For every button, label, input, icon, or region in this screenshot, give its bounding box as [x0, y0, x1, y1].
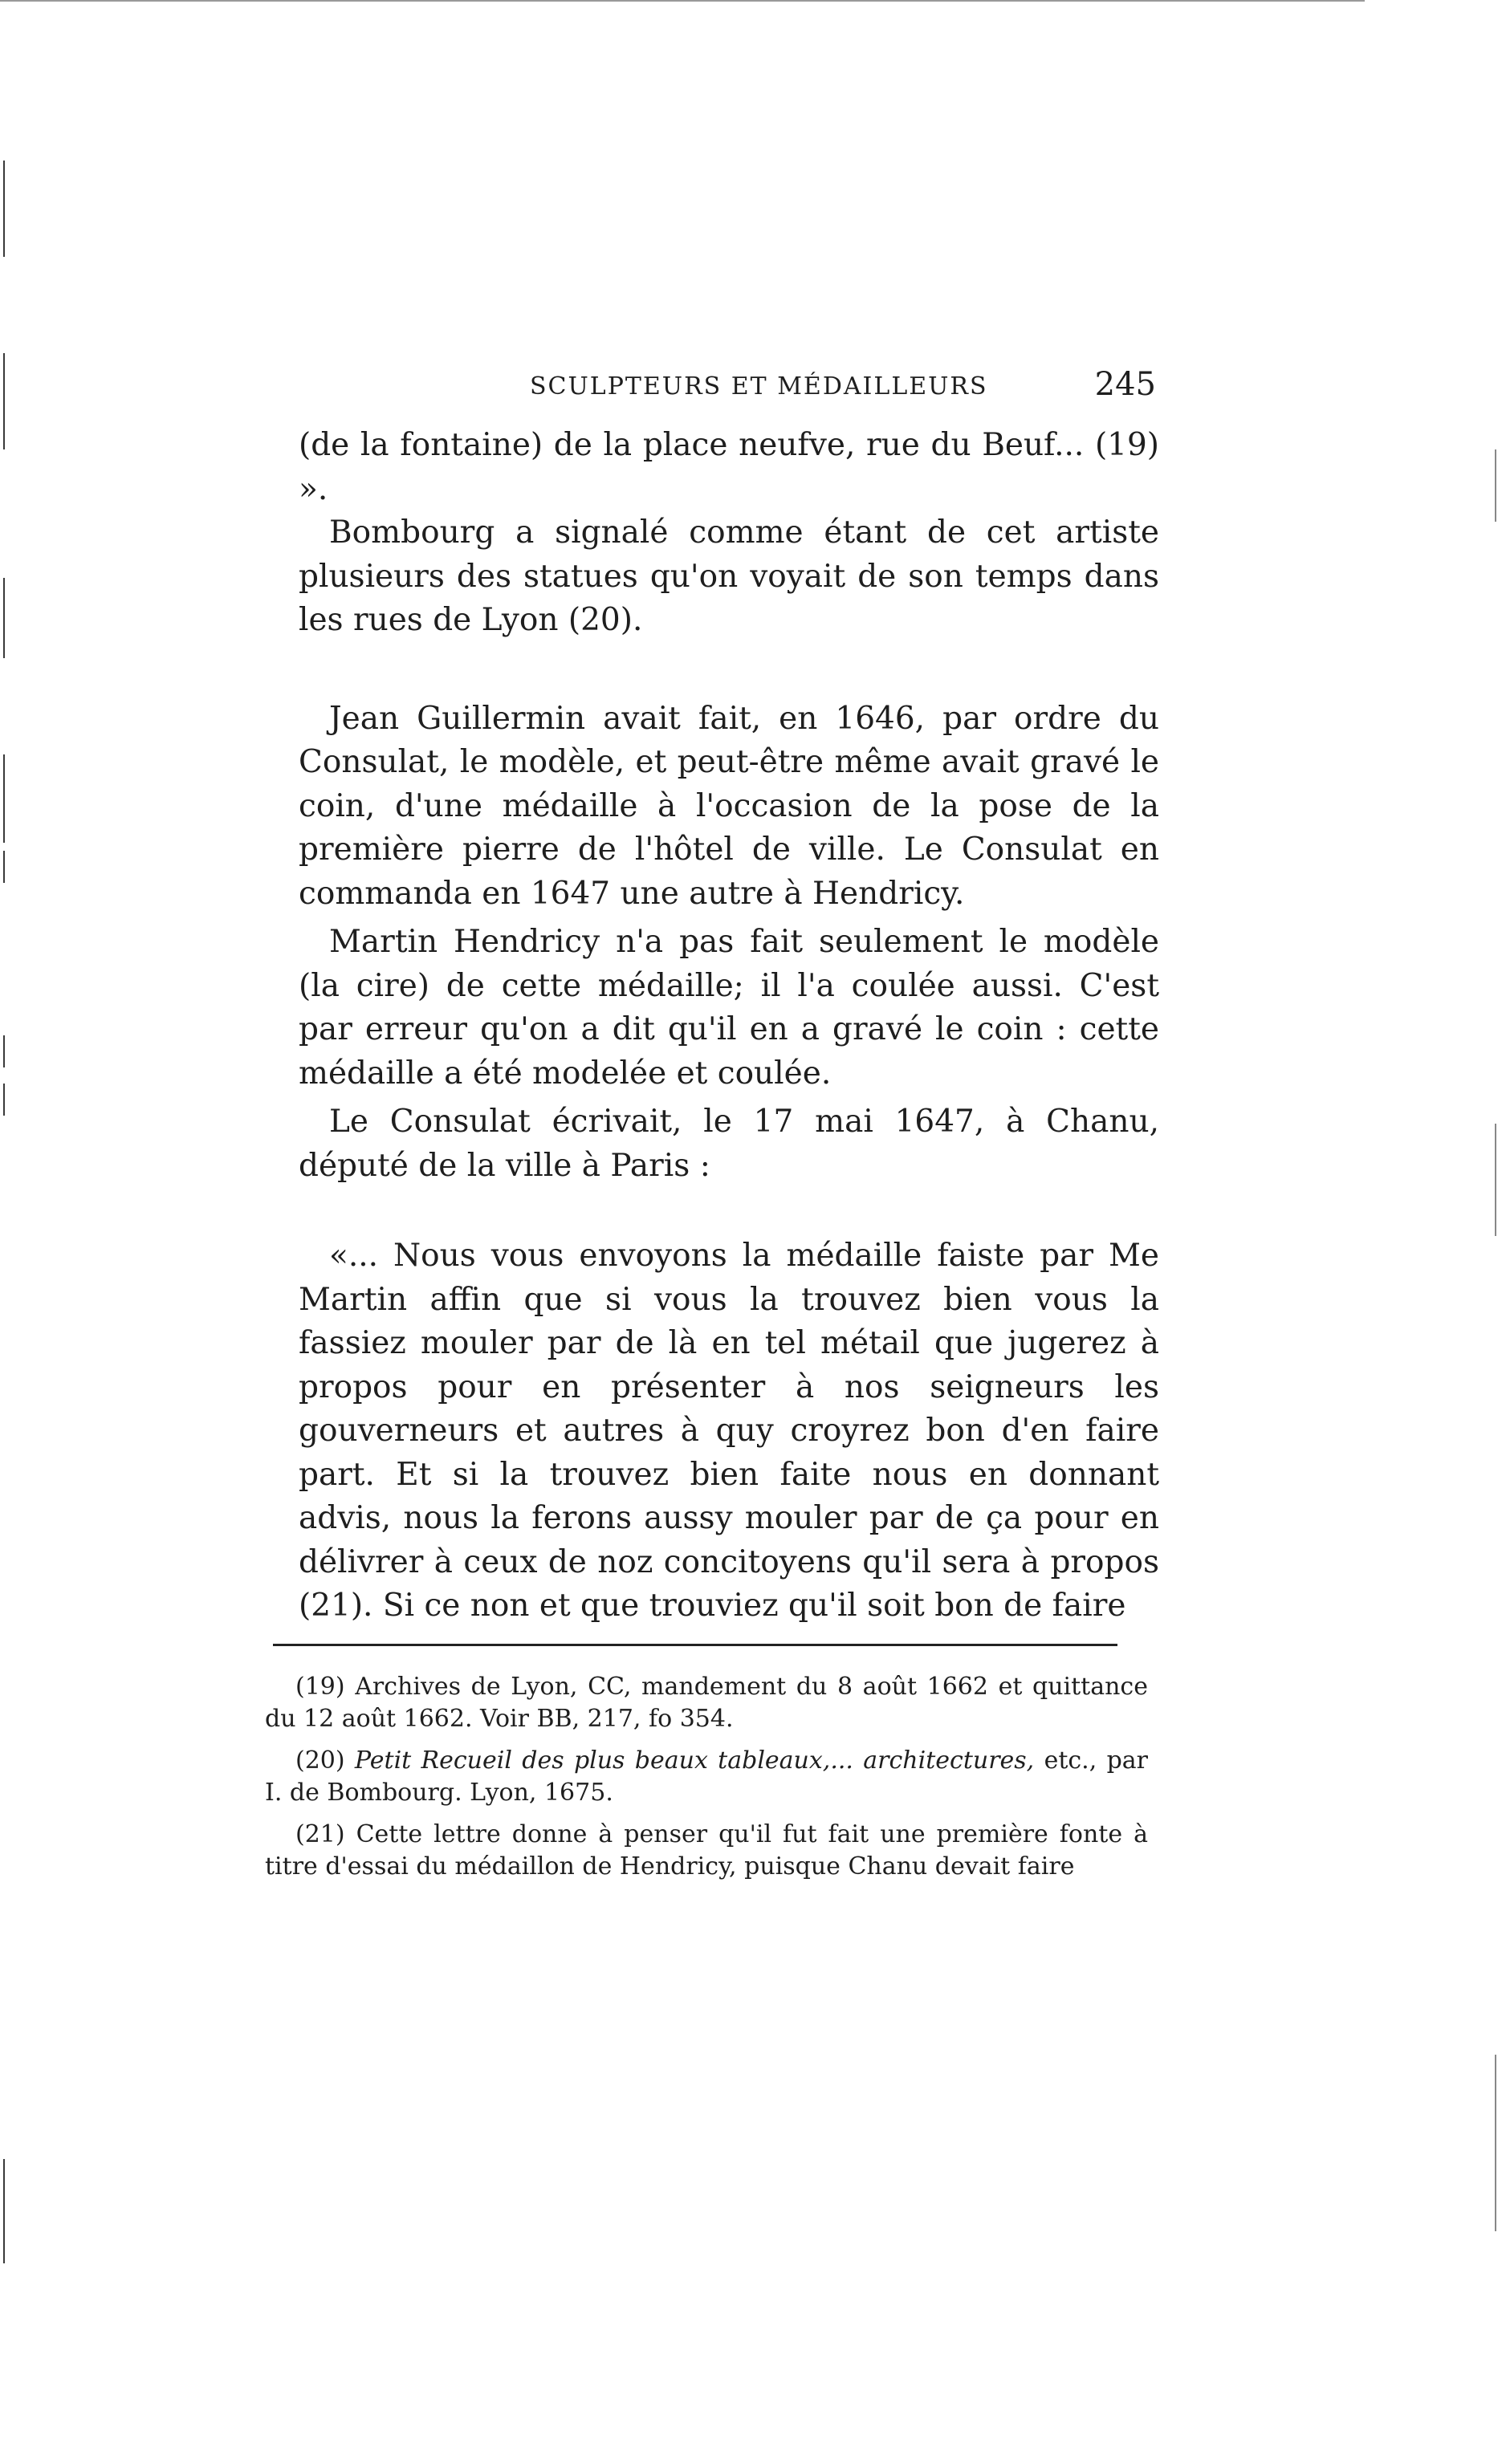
main-text	[299, 424, 1159, 1628]
scan-margin-line	[3, 578, 5, 658]
quoted-letter: «... Nous vous envoyons la médaille faiste par Me Martin affin que si vous la trouvez bien vous la fassiez mouler par de là en tel métail que jugerez à propos pour en présenter à nos seigneurs les gouverneurs et autres à quy croyrez bon d'en faire part. Et si la trouvez bien faite nous en donnant advis, nous la ferons aussy mouler par de ça pour en délivrer à ceux de noz concitoyens qu'il sera à propos (21). Si ce non et que trouviez qu'il soit bon de faire	[299, 1238, 1159, 1624]
running-head: SCULPTEURS ET MÉDAILLEURS	[530, 372, 988, 401]
scan-margin-line	[3, 161, 5, 257]
scan-margin-line	[1495, 449, 1496, 522]
paragraph-gap	[299, 643, 1159, 697]
scan-margin-line	[3, 353, 5, 449]
page-header	[289, 366, 1156, 414]
footnote-21: (21) Cette lettre donne à penser qu'il fut fait une première fonte à titre d'essai du médaillon de Hendricy, puisque Chanu devait faire	[265, 1820, 1148, 1881]
paragraph: Jean Guillermin avait fait, en 1646, par ordre du Consulat, le modèle, et peut-être même avait gravé le coin, d'une médaille à l'occasion de la pose de la première pierre de l'hôtel de ville. Le Consulat en commanda en 1647 une autre à Hendricy.	[299, 700, 1159, 912]
footnote-20-number: (20)	[295, 1746, 345, 1775]
page-number: 245	[1094, 366, 1156, 403]
scan-margin-line	[3, 1084, 5, 1116]
footnotes	[265, 1671, 1148, 1893]
paragraph: Le Consulat écrivait, le 17 mai 1647, à Chanu, député de la ville à Paris :	[299, 1104, 1159, 1184]
paragraph: (de la fontaine) de la place neufve, rue du Beuf... (19) ».	[299, 427, 1159, 507]
scan-margin-line	[3, 1035, 5, 1067]
scan-margin-line	[3, 754, 5, 843]
footnote-20-title: Petit Recueil des plus beaux tableaux,... architectures,	[354, 1746, 1035, 1775]
paragraph: Bombourg a signalé comme étant de cet artiste plusieurs des statues qu'on voyait de son temps dans les rues de Lyon (20).	[299, 514, 1159, 638]
paragraph-gap	[299, 1188, 1159, 1234]
scan-margin-line	[3, 2159, 5, 2263]
scan-margin-line	[3, 851, 5, 883]
footnote-20-rest: etc., par I. de Bombourg. Lyon, 1675.	[265, 1746, 1148, 1807]
paragraph: Martin Hendricy n'a pas fait seulement le modèle (la cire) de cette médaille; il l'a coulée aussi. C'est par erreur qu'on a dit qu'il en a gravé le coin : cette médaille a été modelée et coulée.	[299, 924, 1159, 1092]
footnote-20	[265, 1745, 1148, 1809]
scan-edge-line	[0, 0, 1365, 2]
scan-margin-line	[1495, 1124, 1496, 1236]
footnote-19: (19) Archives de Lyon, CC, mandement du 8 août 1662 et quittance du 12 août 1662. Voir BB, 217, fo 354.	[265, 1673, 1148, 1733]
footnote-rule	[273, 1644, 1117, 1646]
scan-margin-line	[1495, 2055, 1496, 2231]
